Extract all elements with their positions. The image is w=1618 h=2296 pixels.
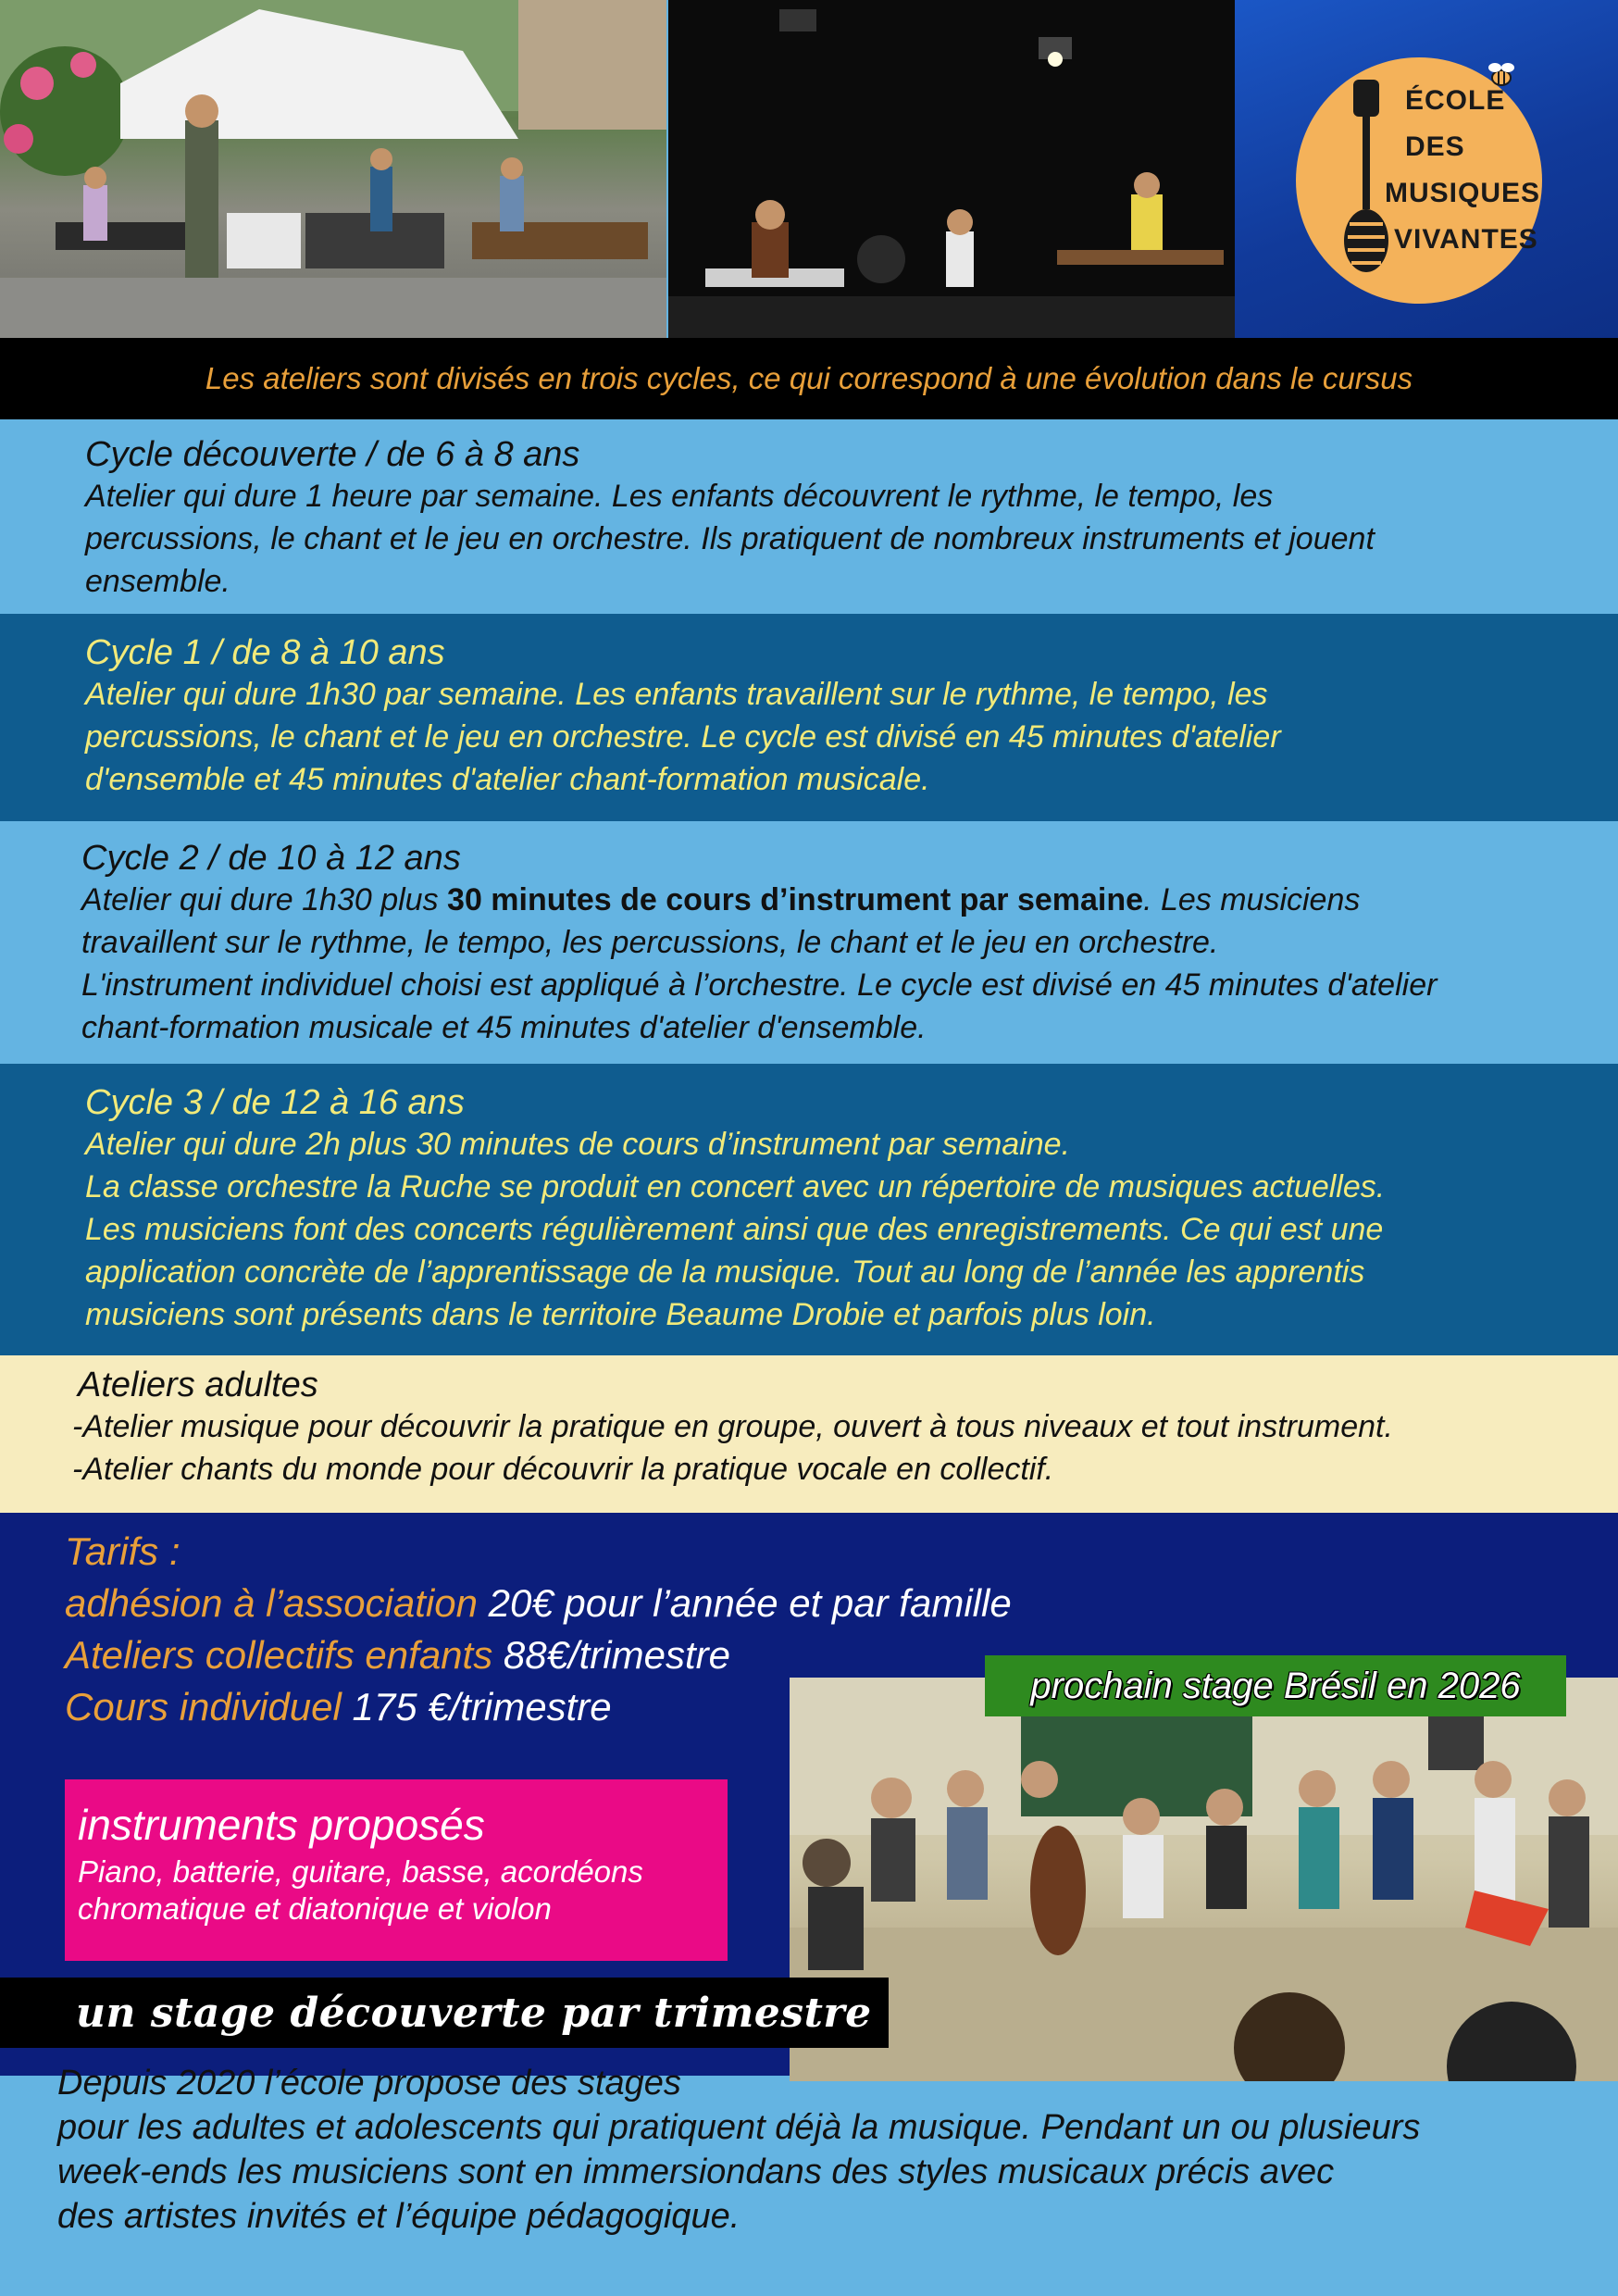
stages-description: Depuis 2020 l’école propose des stages pour les adultes et adolescents qui pratiquent déjà la musique. Pendant un ou plusieurs week-ends les musiciens sont en immersiondans des styles musicaux précis avec des artistes invités et l’équipe pédagogique.: [57, 2064, 1421, 2236]
intro-banner: [0, 338, 1618, 419]
outdoor-concert-photo: [0, 0, 666, 338]
adult-workshops-section: [0, 1355, 1618, 1513]
stage-banner-text: un stage découverte par trimestre: [76, 1989, 872, 2037]
cycle-decouverte-body: Atelier qui dure 1 heure par semaine. Les enfants découvrent le rythme, le tempo, les percussions, le chant et le jeu en orchestre. Ils pratiquent de nombreux instruments et jouent ensemble.: [85, 479, 1375, 599]
school-logo: [1296, 57, 1542, 304]
cycle-2-section: [0, 821, 1618, 1064]
logo-panel: [1235, 0, 1618, 338]
pricing-item: [65, 1629, 730, 1681]
cycle-decouverte-section: [0, 419, 1618, 614]
pricing-item-value: 88€/trimestre: [503, 1633, 730, 1677]
cycle-2-body-start: Atelier qui dure 1h30 plus: [81, 882, 448, 917]
instruments-box: [65, 1779, 728, 1961]
stage-banner: [0, 1978, 889, 2048]
cycle-2-body-end: . Les musiciens travaillent sur le rythme, le tempo, les percussions, le chant et le jeu en orchestre. L'instrument individuel choisi est appliqué à l’orchestre. Le cycle est divisé en 45 minutes d'atelier chant-formation musicale et 45 minutes d'atelier d'ensemble.: [81, 882, 1438, 1045]
logo-line-1: ÉCOLE: [1405, 85, 1506, 116]
cycle-3-title: Cycle 3 / de 12 à 16 ans: [85, 1083, 465, 1122]
instruments-list: Piano, batterie, guitare, basse, acordéons chromatique et diatonique et violon: [78, 1854, 643, 1926]
brazil-stage-label: [985, 1655, 1566, 1716]
stage-concert-illustration: [668, 0, 1235, 338]
cycle-3-section: [0, 1064, 1618, 1355]
pricing-item: [65, 1681, 612, 1733]
pricing-item-label: adhésion à l’association: [65, 1581, 478, 1625]
cycle-2-body: [81, 879, 1618, 1049]
workshop-photo: [790, 1678, 1618, 2081]
pricing-item-label: Ateliers collectifs enfants: [65, 1633, 493, 1677]
logo-line-4: VIVANTES: [1394, 224, 1538, 255]
cycle-2-title: Cycle 2 / de 10 à 12 ans: [81, 839, 461, 878]
stage-concert-photo: [668, 0, 1235, 338]
workshop-illustration: [790, 1678, 1618, 2081]
adult-workshops-body: -Atelier musique pour découvrir la pratique en groupe, ouvert à tous niveaux et tout instrument. -Atelier chants du monde pour découvrir la pratique vocale en collectif.: [72, 1409, 1393, 1487]
pricing-title: Tarifs :: [65, 1529, 180, 1573]
bee-icon: [1481, 59, 1522, 93]
cycle-3-body: Atelier qui dure 2h plus 30 minutes de cours d’instrument par semaine. La classe orchestre la Ruche se produit en concert avec un répertoire de musiques actuelles. Les musiciens font des concerts régulièrement ainsi que des enregistrements. Ce qui est une application concrète de l’apprentissage de la musique. Tout au long de l’année les apprentis musiciens sont présents dans le territoire Beaume Drobie et parfois plus loin.: [85, 1127, 1386, 1332]
instruments-title: instruments proposés: [78, 1801, 485, 1849]
cycle-2-body-emphasis: 30 minutes de cours d’instrument par semaine: [447, 882, 1144, 917]
pricing-item-value: 175 €/trimestre: [352, 1685, 612, 1728]
cycle-1-title: Cycle 1 / de 8 à 10 ans: [85, 633, 445, 672]
cycle-decouverte-title: Cycle découverte / de 6 à 8 ans: [85, 435, 580, 474]
logo-line-3: MUSIQUES: [1385, 178, 1541, 208]
cycle-1-section: [0, 614, 1618, 821]
intro-text: Les ateliers sont divisés en trois cycles, ce qui correspond à une évolution dans le cursus: [205, 361, 1413, 395]
logo-line-2: DES: [1405, 131, 1465, 162]
pricing-item-value: 20€ pour l’année et par famille: [488, 1581, 1012, 1625]
pricing-item: [65, 1578, 1012, 1629]
adult-workshops-title: Ateliers adultes: [78, 1366, 318, 1404]
pricing-item-label: Cours individuel: [65, 1685, 342, 1728]
cycle-1-body: Atelier qui dure 1h30 par semaine. Les enfants travaillent sur le rythme, le tempo, les percussions, le chant et le jeu en orchestre. Le cycle est divisé en 45 minutes d'atelier d'ensemble et 45 minutes d'atelier chant-formation musicale.: [85, 677, 1281, 797]
outdoor-concert-illustration: [0, 0, 666, 338]
brazil-stage-text: prochain stage Brésil en 2026: [1030, 1665, 1521, 1706]
